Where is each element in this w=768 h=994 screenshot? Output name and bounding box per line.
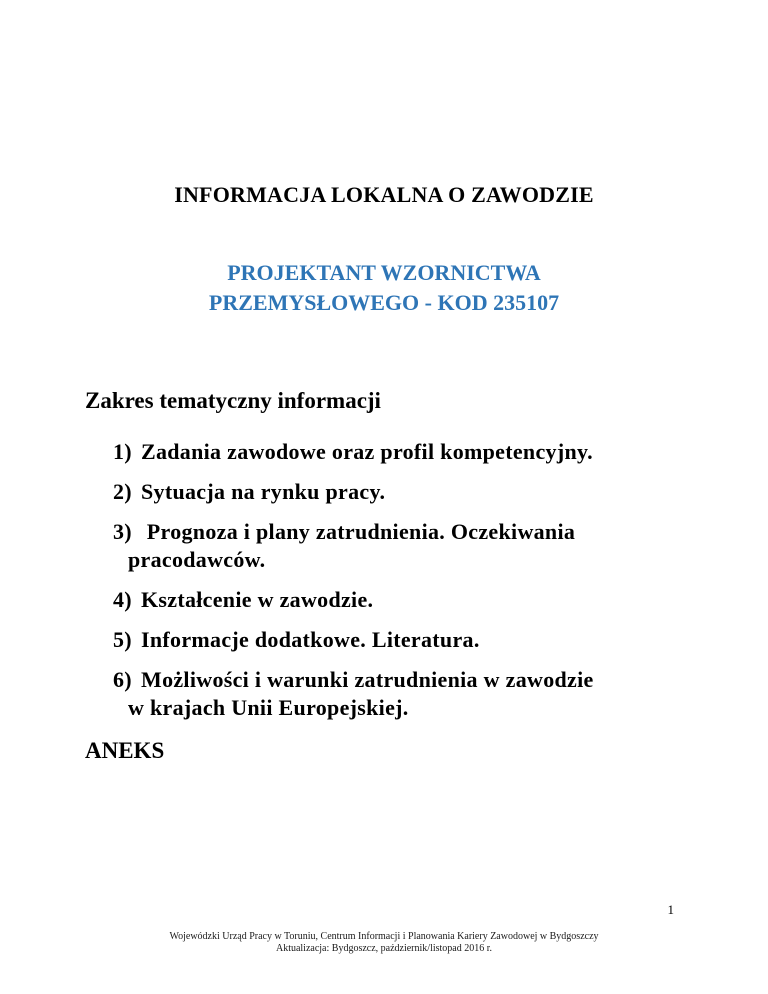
topic-item <box>113 478 673 506</box>
page-footer <box>0 931 768 955</box>
topic-item <box>113 666 673 722</box>
topic-text: Zadania zawodowe oraz profil kompetencyjny. <box>141 439 593 464</box>
topic-text: Możliwości i warunki zatrudnienia w zawodzie <box>141 667 594 692</box>
topic-item <box>113 518 673 574</box>
footer-update-date: Aktualizacja: Bydgoszcz, październik/listopad 2016 r. <box>275 943 493 954</box>
annex-heading: ANEKS <box>85 738 165 763</box>
topic-text: Informacje dodatkowe. Literatura. <box>141 627 480 652</box>
topic-item <box>113 586 673 614</box>
topic-text: Prognoza i plany zatrudnienia. Oczekiwania <box>141 519 576 544</box>
topic-number: 6) <box>113 667 132 692</box>
topic-item <box>113 626 673 654</box>
occupation-title-line-2: PRZEMYSŁOWEGO - KOD 235107 <box>208 290 560 315</box>
page-number: 1 <box>667 902 674 917</box>
topic-number: 4) <box>113 587 132 612</box>
topic-number: 5) <box>113 627 132 652</box>
document-title: INFORMACJA LOKALNA O ZAWODZIE <box>174 182 594 207</box>
section-heading: Zakres tematyczny informacji <box>85 388 381 413</box>
topic-text: Sytuacja na rynku pracy. <box>141 479 386 504</box>
occupation-title-line-1: PROJEKTANT WZORNICTWA <box>227 260 541 285</box>
occupation-title <box>0 258 768 318</box>
topic-number: 2) <box>113 479 132 504</box>
topics-list <box>113 438 673 722</box>
topic-text-continuation: pracodawców. <box>128 547 266 572</box>
topic-number: 1) <box>113 439 132 464</box>
footer-institution: Wojewódzki Urząd Pracy w Toruniu, Centrum Informacji i Planowania Kariery Zawodowej w Bydgoszczy <box>169 931 599 942</box>
topic-text-continuation: w krajach Unii Europejskiej. <box>128 695 409 720</box>
topic-text: Kształcenie w zawodzie. <box>141 587 374 612</box>
topic-item <box>113 438 673 466</box>
topic-number: 3) <box>113 519 132 544</box>
